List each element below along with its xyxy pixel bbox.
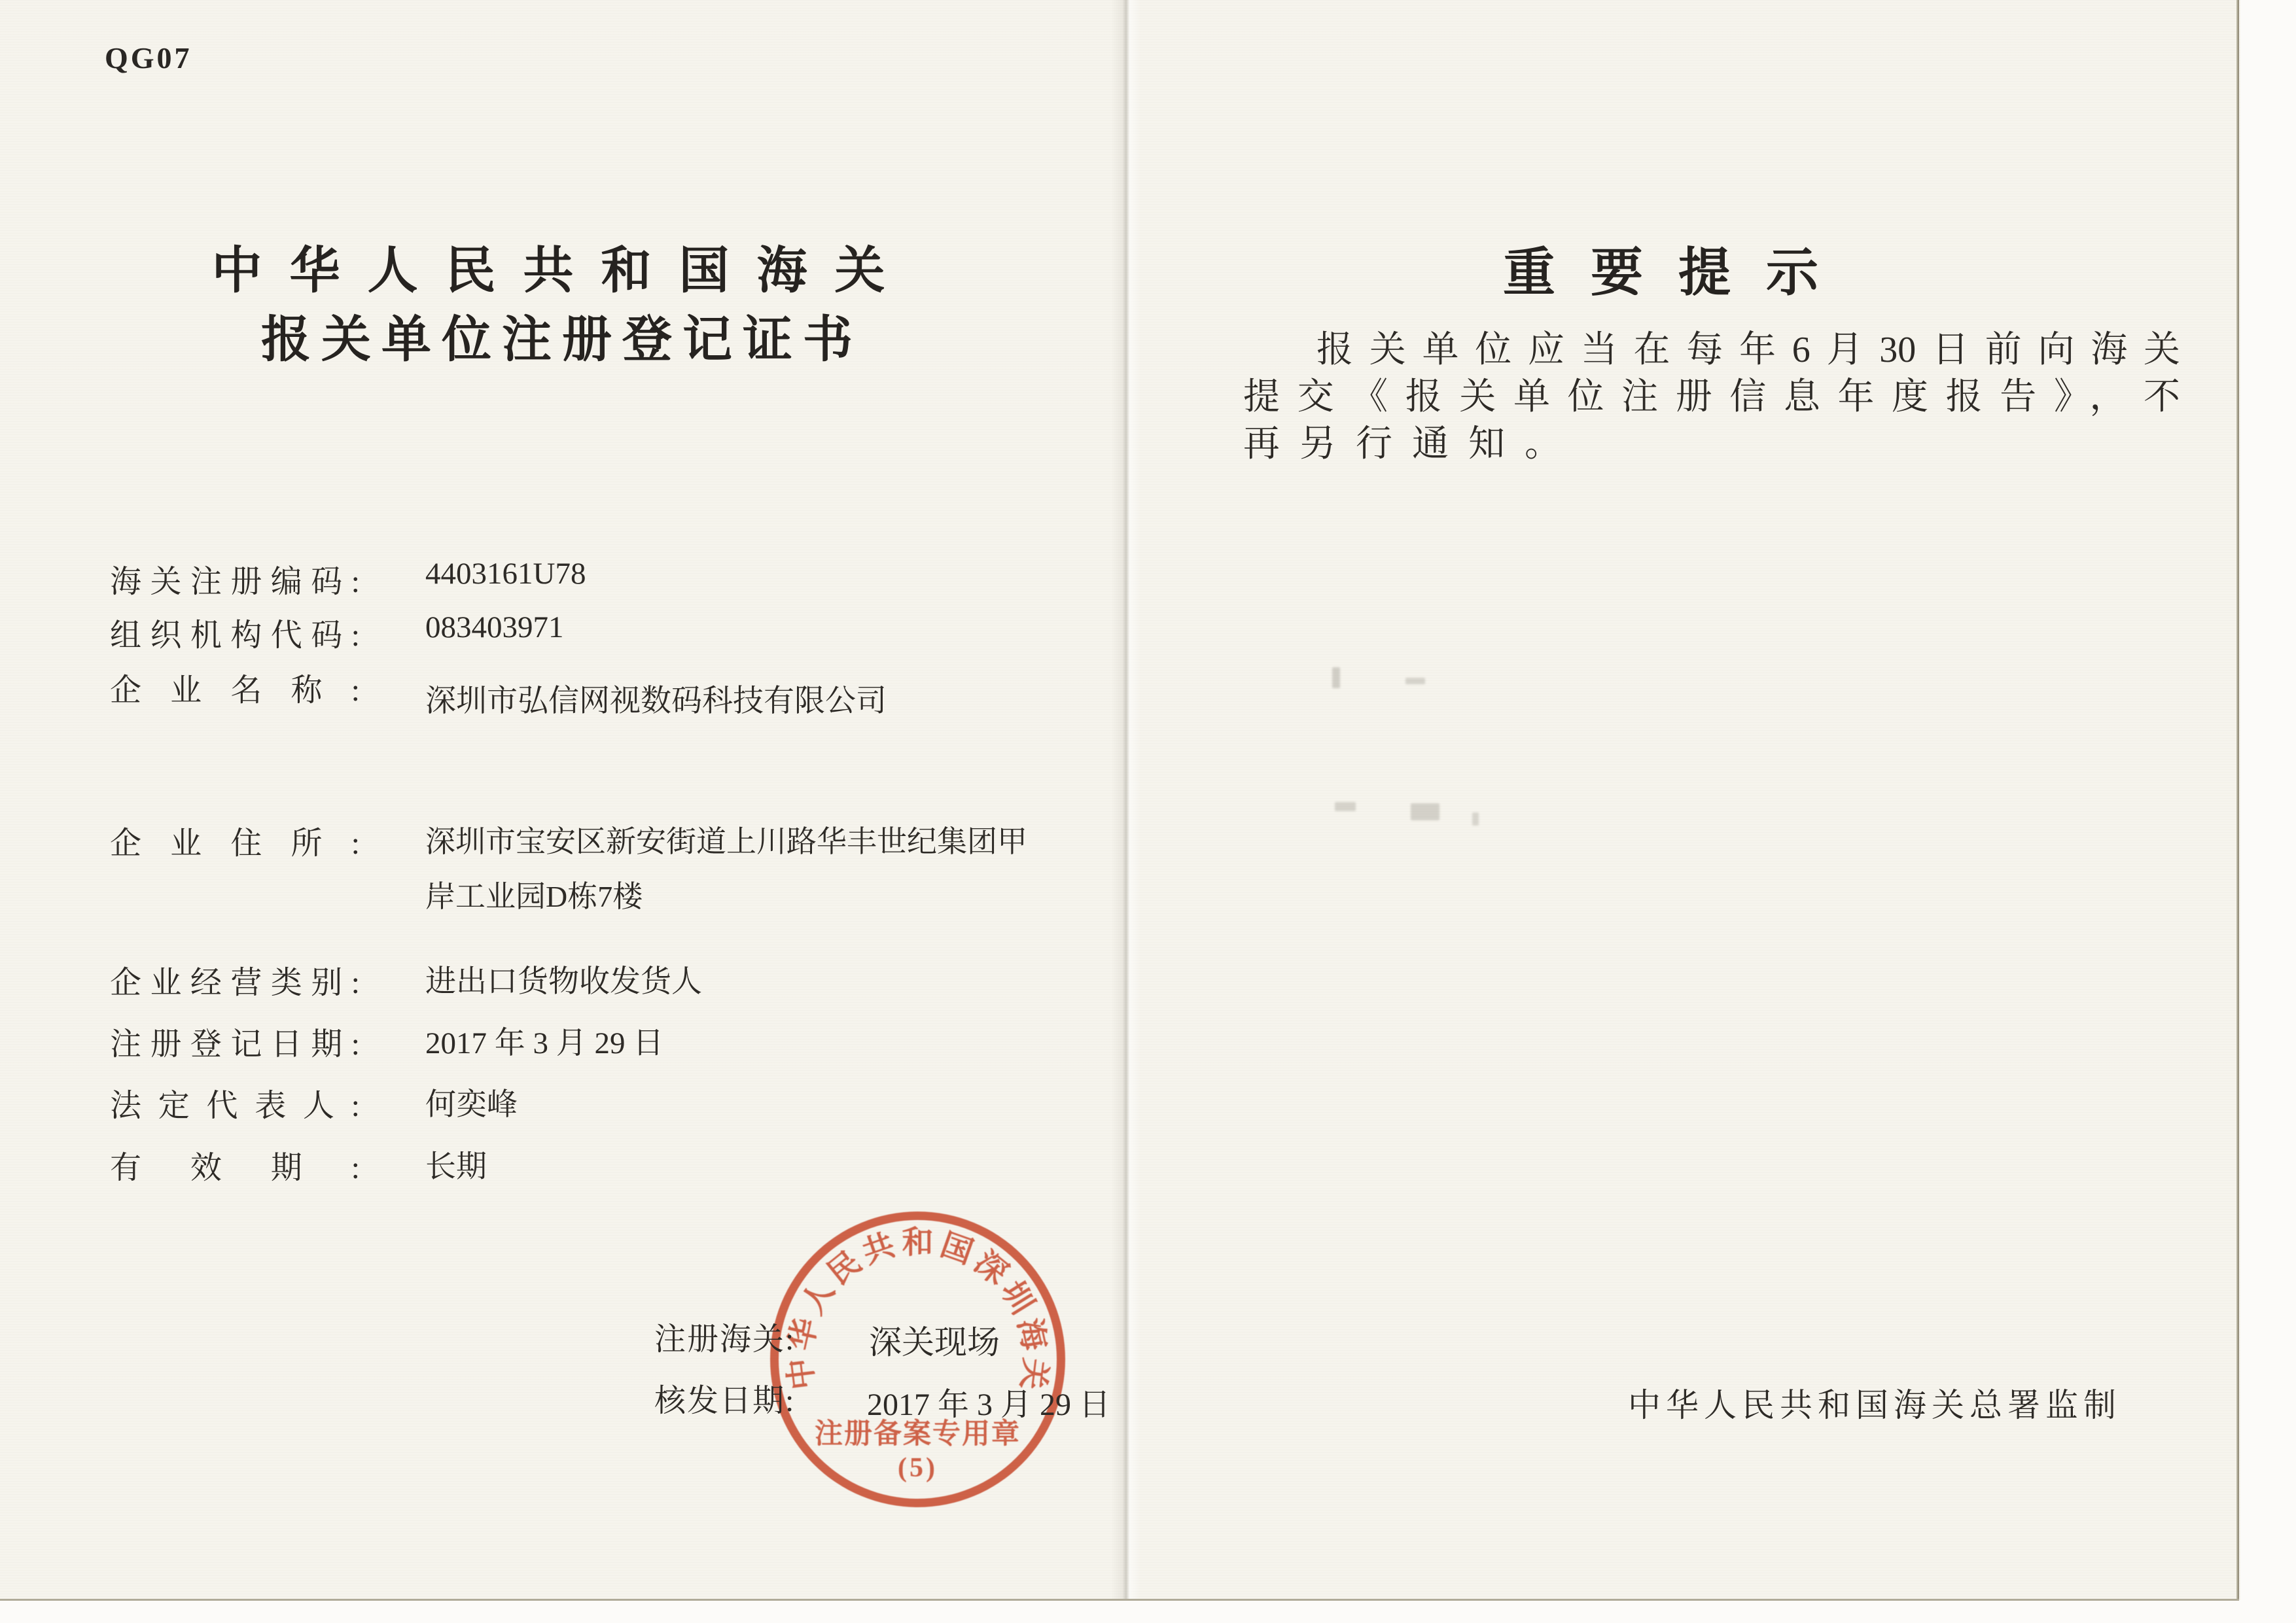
field-label: 法定代表人: [110, 1089, 360, 1123]
notice-line: 再另行通知。 [1243, 424, 1581, 464]
issuing-authority-footer: 中华人民共和国海关总署监制 [1628, 1387, 2121, 1423]
form-code: QG07 [105, 41, 192, 75]
field-value: 4403161U78 [425, 557, 586, 591]
certificate-title-line1: 中华人民共和国海关 [211, 243, 913, 299]
field-label: 组织机构代码: [110, 618, 360, 653]
ink-smudge [1472, 812, 1479, 826]
field-value: 2017 年 3 月 29 日 [425, 1026, 664, 1060]
stamp-arc-char: 人 [795, 1275, 841, 1321]
field-value-line2: 岸工业园D栋7楼 [425, 880, 643, 913]
notice-line: 提交《报关单位注册信息年度报告》，不 [1243, 377, 2180, 417]
stamp-arc-char: 和 [902, 1225, 934, 1260]
field-value: 何奕峰 [425, 1088, 518, 1122]
field-value: 深圳市弘信网视数码科技有限公司 [425, 684, 887, 718]
ink-smudge [1411, 803, 1439, 820]
field-value: 083403971 [425, 610, 564, 644]
ink-smudge [1335, 802, 1356, 811]
stamp-arc-char: 华 [783, 1315, 824, 1353]
field-value-line1: 深圳市宝安区新安街道上川路华丰世纪集团甲 [425, 825, 1027, 858]
stamp-number: (5) [898, 1453, 938, 1483]
field-row-business-category [110, 957, 702, 1002]
field-label: 企业经营类别: [110, 966, 360, 1000]
ink-smudge [1405, 678, 1425, 684]
stamp-arc-char: 国 [936, 1227, 978, 1271]
field-row-company-name [110, 665, 887, 718]
stamp-arc-char: 深 [968, 1245, 1014, 1292]
ink-smudge [1332, 667, 1340, 688]
field-value: 深关现场 [869, 1324, 1000, 1361]
stamp-arc-char: 关 [1014, 1355, 1053, 1391]
certificate-title-line2: 报关单位注册登记证书 [261, 313, 863, 368]
stamp-arc-char: 中 [783, 1355, 821, 1391]
stamp-arc-char: 共 [858, 1227, 900, 1271]
field-row-issue-date [654, 1375, 1111, 1422]
field-row-org-code [110, 610, 564, 655]
stamp-center-text: 注册备案专用章 [815, 1419, 1021, 1450]
field-label: 企业名称: [110, 673, 360, 708]
field-row-company-address [110, 818, 1027, 913]
paper-edge-right [2236, 0, 2239, 1600]
field-row-legal-representative [110, 1080, 518, 1125]
field-value: 长期 [425, 1150, 487, 1184]
field-label: 企业住所: [110, 826, 360, 861]
field-row-validity-period [110, 1142, 487, 1187]
field-value: 2017 年 3 月 29 日 [867, 1387, 1111, 1422]
notice-title: 重要提示 [1503, 245, 1854, 302]
stamp-arc-char: 圳 [994, 1275, 1040, 1321]
field-value: 进出口货物收发货人 [425, 965, 702, 999]
field-label: 注册海关: [654, 1322, 796, 1357]
paper-edge-bottom [0, 1599, 2239, 1601]
field-label: 有效期: [110, 1151, 360, 1185]
stamp-arc-char: 民 [821, 1245, 868, 1292]
field-label: 海关注册编码: [110, 565, 360, 599]
field-row-registration-date [110, 1019, 664, 1064]
stamp-arc-char: 海 [1011, 1315, 1052, 1353]
field-row-customs-reg-code [110, 556, 586, 601]
field-label: 注册登记日期: [110, 1027, 360, 1062]
field-row-registering-customs [654, 1314, 1000, 1361]
notice-line: 报关单位应当在每年6月30日前向海关 [1316, 330, 2180, 370]
field-label: 核发日期: [654, 1384, 796, 1418]
